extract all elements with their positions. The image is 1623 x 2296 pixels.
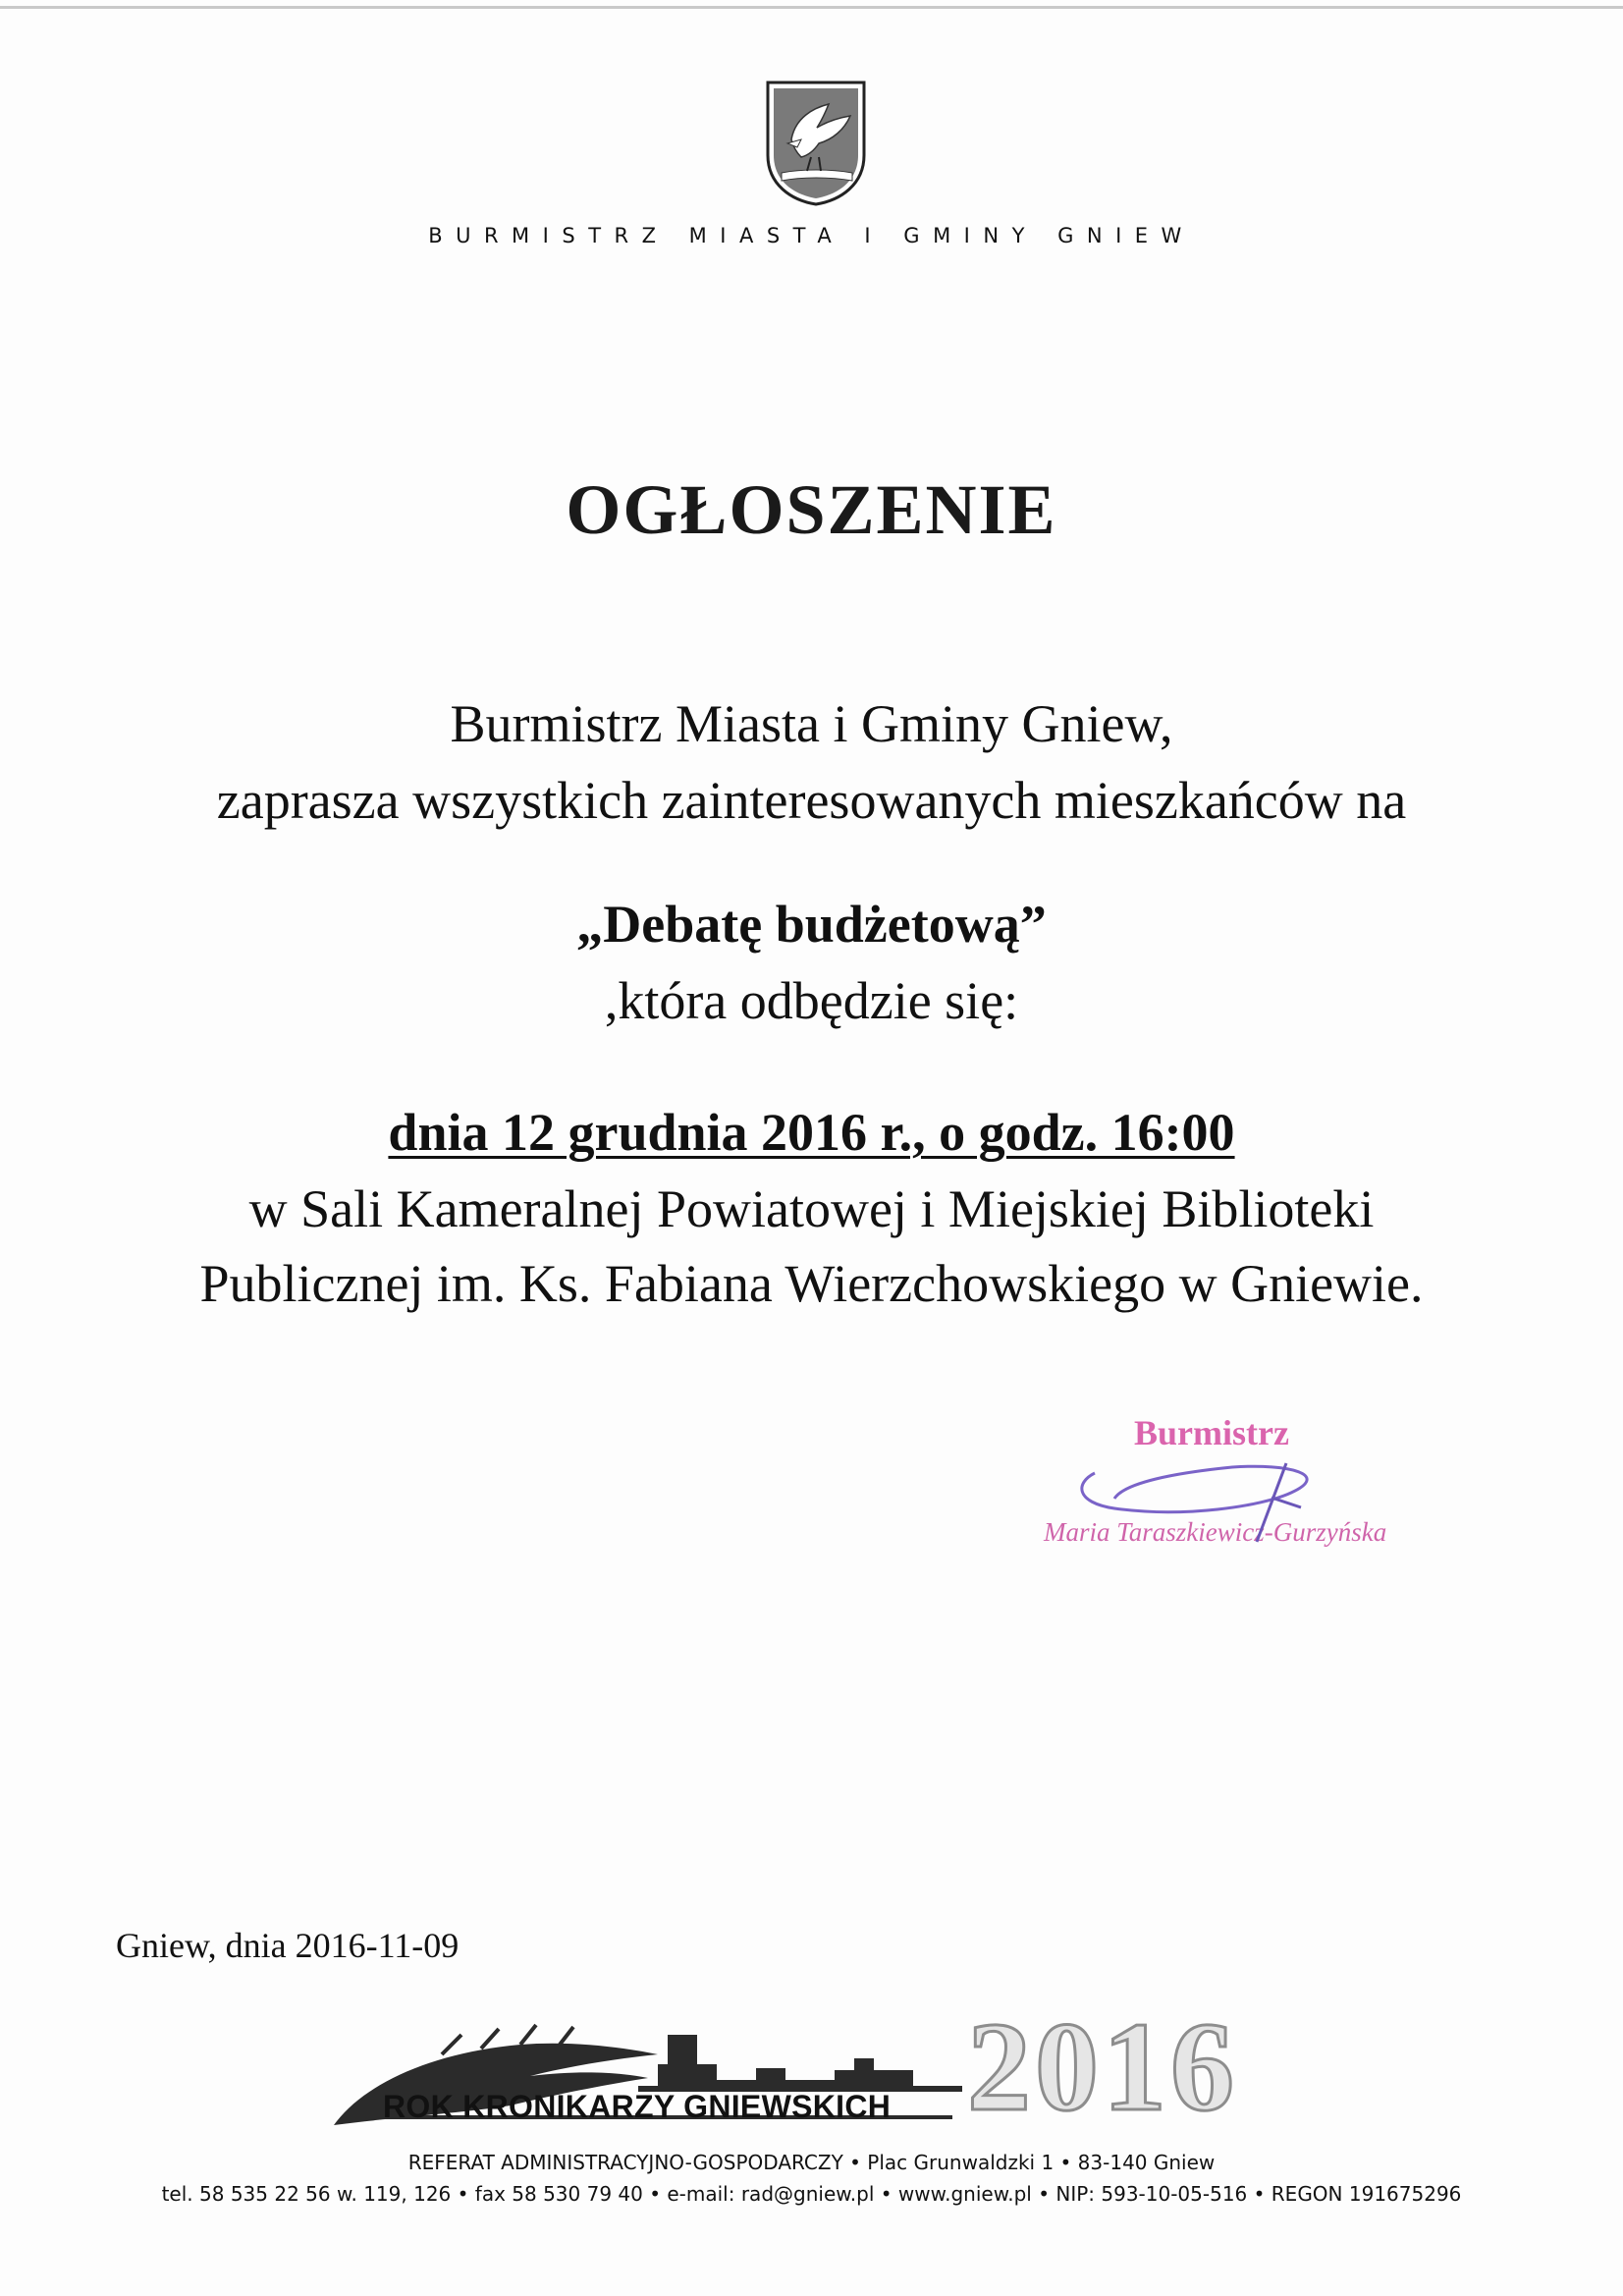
body-line-1: Burmistrz Miasta i Gminy Gniew, — [450, 694, 1173, 753]
event-name: „Debatę budżetową” — [576, 895, 1047, 954]
stamp-name: Maria Taraszkiewicz-Gurzyńska — [1044, 1517, 1387, 1547]
stamp-title: Burmistrz — [1134, 1413, 1289, 1452]
handwritten-signature-icon — [1036, 1404, 1429, 1571]
event-venue-line-2: Publicznej im. Ks. Fabiana Wierzchowskiego w Gniewie. — [199, 1254, 1424, 1313]
event-venue-line-1: w Sali Kameralnej Powiatowej i Miejskiej Biblioteki — [248, 1179, 1375, 1238]
issuer-header: BURMISTRZ MIASTA I GMINY GNIEW — [428, 224, 1195, 247]
banner-caption: ROK KRONIKARZY GNIEWSKICH — [383, 2089, 892, 2124]
footer-address: REFERAT ADMINISTRACYJNO-GOSPODARCZY • Plac Grunwaldzki 1 • 83-140 Gniew — [407, 2151, 1216, 2174]
coat-of-arms-icon — [762, 79, 870, 206]
banner-year: 2016 — [967, 1996, 1238, 2138]
body-line-2: zaprasza wszystkich zainteresowanych mieszkańców na — [216, 771, 1407, 830]
signature-stamp — [1036, 1404, 1429, 1571]
issue-date: Gniew, dnia 2016-11-09 — [116, 1926, 460, 1965]
page-title: OGŁOSZENIE — [566, 470, 1057, 549]
footer-contacts: tel. 58 535 22 56 w. 119, 126 • fax 58 530 79 40 • e-mail: rad@gniew.pl • www.gniew.pl • NIP: 593-10-05-516 • REGON 191675296 — [161, 2182, 1462, 2206]
event-date-time: dnia 12 grudnia 2016 r., o godz. 16:00 — [388, 1103, 1235, 1162]
body-line-4: ,która odbędzie się: — [604, 971, 1019, 1030]
scan-edge-line — [0, 6, 1623, 9]
